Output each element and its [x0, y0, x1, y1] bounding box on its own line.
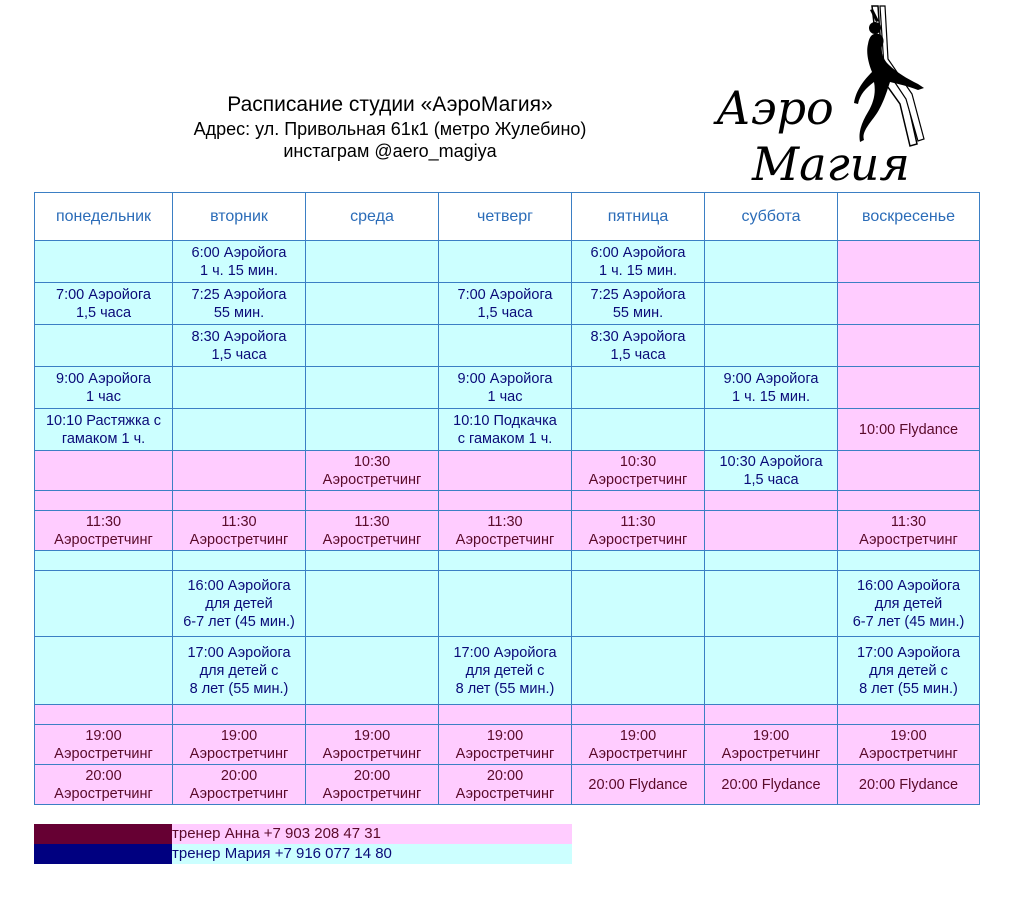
class-cell: 19:00 Аэростретчинг — [705, 725, 838, 765]
class-cell — [705, 283, 838, 325]
class-cell: 19:00 Аэростретчинг — [439, 725, 572, 765]
class-cell — [838, 705, 980, 725]
class-cell — [439, 325, 572, 367]
class-cell — [705, 325, 838, 367]
class-cell — [705, 551, 838, 571]
class-cell — [705, 705, 838, 725]
class-cell — [439, 451, 572, 491]
schedule-row — [35, 491, 980, 511]
class-cell — [572, 491, 705, 511]
class-cell: 16:00 Аэройога для детей 6-7 лет (45 мин.) — [173, 571, 306, 637]
class-cell — [173, 551, 306, 571]
day-header: пятница — [572, 193, 705, 241]
instagram-handle: инстаграм @aero_magiya — [283, 141, 497, 161]
schedule-row — [35, 571, 980, 637]
class-cell: 11:30 Аэростретчинг — [306, 511, 439, 551]
legend-swatch-maria — [34, 844, 172, 864]
class-cell — [35, 571, 173, 637]
class-cell — [838, 325, 980, 367]
class-cell — [439, 705, 572, 725]
class-cell — [306, 409, 439, 451]
class-cell: 19:00 Аэростретчинг — [572, 725, 705, 765]
class-cell — [439, 571, 572, 637]
class-cell: 10:10 Растяжка с гамаком 1 ч. — [35, 409, 173, 451]
class-cell — [572, 637, 705, 705]
class-cell — [306, 491, 439, 511]
class-cell — [705, 491, 838, 511]
class-cell — [572, 367, 705, 409]
legend-swatch-anna — [34, 824, 172, 844]
class-cell — [306, 367, 439, 409]
class-cell: 17:00 Аэройога для детей с 8 лет (55 мин.) — [439, 637, 572, 705]
class-cell — [572, 705, 705, 725]
class-cell — [173, 451, 306, 491]
class-cell: 7:25 Аэройога 55 мин. — [173, 283, 306, 325]
class-cell: 20:00 Аэростретчинг — [306, 765, 439, 805]
class-cell: 20:00 Flydance — [705, 765, 838, 805]
class-cell: 11:30 Аэростретчинг — [439, 511, 572, 551]
aerial-dancer-icon — [712, 4, 972, 192]
class-cell: 20:00 Аэростретчинг — [439, 765, 572, 805]
class-cell — [705, 571, 838, 637]
class-cell: 7:25 Аэройога 55 мин. — [572, 283, 705, 325]
class-cell: 20:00 Flydance — [572, 765, 705, 805]
schedule-row — [35, 765, 980, 805]
class-cell: 19:00 Аэростретчинг — [306, 725, 439, 765]
class-cell — [306, 571, 439, 637]
schedule-row — [35, 551, 980, 571]
class-cell — [838, 551, 980, 571]
day-header: четверг — [439, 193, 572, 241]
class-cell: 6:00 Аэройога 1 ч. 15 мин. — [572, 241, 705, 283]
class-cell: 16:00 Аэройога для детей 6-7 лет (45 мин.) — [838, 571, 980, 637]
class-cell: 11:30 Аэростретчинг — [173, 511, 306, 551]
schedule-row — [35, 725, 980, 765]
class-cell — [173, 491, 306, 511]
class-cell: 10:10 Подкачка с гамаком 1 ч. — [439, 409, 572, 451]
class-cell — [306, 705, 439, 725]
class-cell — [838, 451, 980, 491]
schedule-row — [35, 637, 980, 705]
class-cell: 8:30 Аэройога 1,5 часа — [173, 325, 306, 367]
class-cell — [173, 409, 306, 451]
day-header: суббота — [705, 193, 838, 241]
class-cell — [306, 551, 439, 571]
class-cell — [838, 491, 980, 511]
studio-logo — [712, 4, 972, 192]
class-cell: 9:00 Аэройога 1 час — [439, 367, 572, 409]
schedule-row — [35, 325, 980, 367]
class-cell: 17:00 Аэройога для детей с 8 лет (55 мин.) — [173, 637, 306, 705]
class-cell — [572, 571, 705, 637]
class-cell — [35, 551, 173, 571]
schedule-row — [35, 409, 980, 451]
class-cell — [705, 637, 838, 705]
schedule-header — [140, 92, 640, 162]
class-cell: 19:00 Аэростретчинг — [838, 725, 980, 765]
class-cell: 11:30 Аэростретчинг — [572, 511, 705, 551]
class-cell: 10:00 Flydance — [838, 409, 980, 451]
class-cell — [35, 637, 173, 705]
schedule-row — [35, 367, 980, 409]
class-cell — [173, 367, 306, 409]
class-cell: 11:30 Аэростретчинг — [35, 511, 173, 551]
class-cell — [35, 241, 173, 283]
schedule-row — [35, 705, 980, 725]
logo-text-bottom: Магия — [752, 137, 910, 191]
class-cell — [439, 241, 572, 283]
class-cell: 6:00 Аэройога 1 ч. 15 мин. — [173, 241, 306, 283]
class-cell: 17:00 Аэройога для детей с 8 лет (55 мин.) — [838, 637, 980, 705]
legend-row-maria — [34, 844, 574, 864]
trainer-legend — [34, 824, 574, 864]
class-cell — [705, 409, 838, 451]
class-cell: 11:30 Аэростретчинг — [838, 511, 980, 551]
schedule-row — [35, 283, 980, 325]
class-cell — [173, 705, 306, 725]
class-cell — [306, 283, 439, 325]
class-cell — [306, 241, 439, 283]
legend-row-anna — [34, 824, 574, 844]
schedule-row — [35, 451, 980, 491]
class-cell — [572, 551, 705, 571]
class-cell: 19:00 Аэростретчинг — [173, 725, 306, 765]
class-cell: 20:00 Аэростретчинг — [173, 765, 306, 805]
class-cell: 10:30 Аэростретчинг — [306, 451, 439, 491]
class-cell: 20:00 Flydance — [838, 765, 980, 805]
class-cell — [439, 491, 572, 511]
class-cell — [572, 409, 705, 451]
class-cell: 7:00 Аэройога 1,5 часа — [439, 283, 572, 325]
page-title: Расписание студии «АэроМагия» — [227, 93, 553, 116]
day-header: среда — [306, 193, 439, 241]
schedule-row — [35, 241, 980, 283]
schedule-row — [35, 511, 980, 551]
class-cell — [838, 367, 980, 409]
class-cell — [35, 705, 173, 725]
class-cell: 10:30 Аэростретчинг — [572, 451, 705, 491]
class-cell: 20:00 Аэростретчинг — [35, 765, 173, 805]
legend-text-anna: тренер Анна +7 903 208 47 31 — [172, 824, 572, 844]
day-header: понедельник — [35, 193, 173, 241]
class-cell: 19:00 Аэростретчинг — [35, 725, 173, 765]
class-cell — [35, 451, 173, 491]
day-header-row — [35, 193, 980, 241]
class-cell — [705, 511, 838, 551]
class-cell: 9:00 Аэройога 1 час — [35, 367, 173, 409]
class-cell — [306, 637, 439, 705]
class-cell — [35, 325, 173, 367]
class-cell — [838, 283, 980, 325]
class-cell: 8:30 Аэройога 1,5 часа — [572, 325, 705, 367]
class-cell — [306, 325, 439, 367]
day-header: воскресенье — [838, 193, 980, 241]
schedule-table — [34, 192, 980, 805]
class-cell: 9:00 Аэройога 1 ч. 15 мин. — [705, 367, 838, 409]
class-cell — [838, 241, 980, 283]
class-cell — [35, 491, 173, 511]
legend-text-maria: тренер Мария +7 916 077 14 80 — [172, 844, 572, 864]
class-cell — [439, 551, 572, 571]
class-cell — [705, 241, 838, 283]
studio-address: Адрес: ул. Привольная 61к1 (метро Жулебино) — [193, 119, 587, 139]
day-header: вторник — [173, 193, 306, 241]
logo-text-top: Аэро — [716, 81, 834, 135]
class-cell: 10:30 Аэройога 1,5 часа — [705, 451, 838, 491]
class-cell: 7:00 Аэройога 1,5 часа — [35, 283, 173, 325]
